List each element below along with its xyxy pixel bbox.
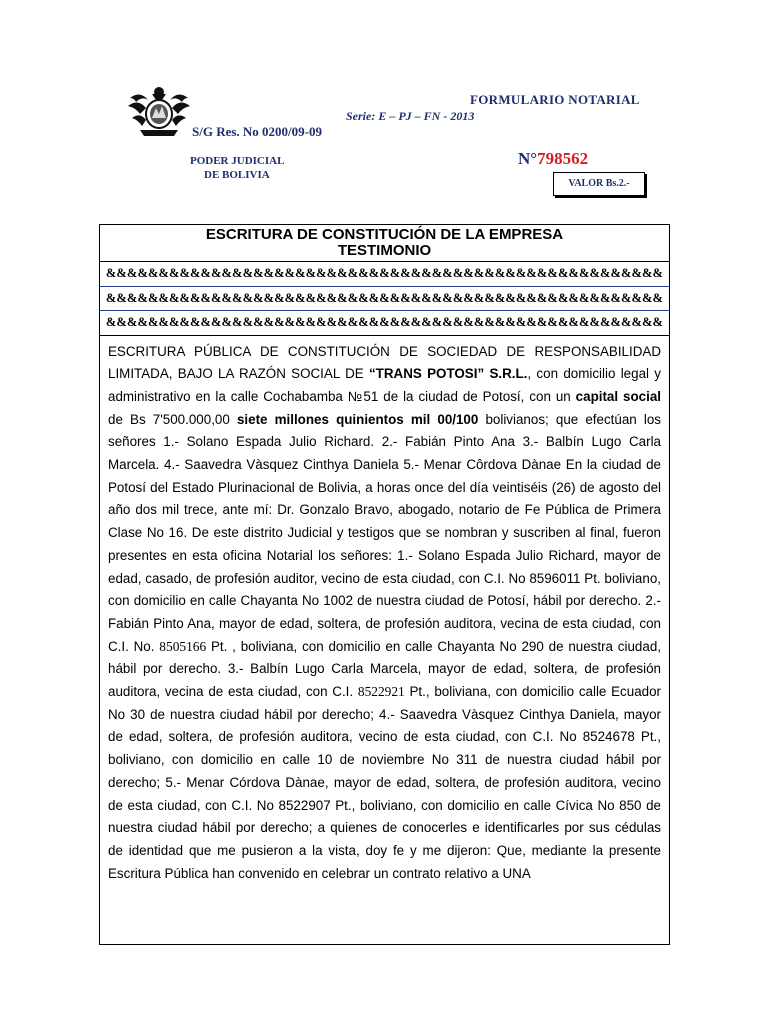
capital-label: capital social <box>575 388 661 404</box>
form-serie: Serie: E – PJ – FN - 2013 <box>346 109 475 123</box>
form-number-prefix: N° <box>518 149 538 168</box>
form-title: FORMULARIO NOTARIAL <box>470 92 640 107</box>
body-text: de Bs 7'500.000,00 <box>108 411 237 427</box>
body-text: Pt. , boliviana, con domicilio en calle Chayanta No 290 de nuestra ciudad, hábil por derecho. 3.- Balbín Lugo Carla Marcela, mayor de edad, soltera, de profesión auditora, vecina de esta ciudad, con C.I. <box>108 638 661 700</box>
document-title-line-1: ESCRITURA DE CONSTITUCIÓN DE LA EMPRESA <box>205 226 564 243</box>
document-body <box>100 336 669 886</box>
company-name: “TRANS POTOSI” S.R.L. <box>368 366 528 382</box>
document-title-line-2: TESTIMONIO <box>337 242 432 259</box>
form-number-value: 798562 <box>537 149 589 168</box>
institution-line-2: DE BOLIVIA <box>204 169 270 181</box>
document-title <box>100 225 669 261</box>
capital-in-words: siete millones quinientos mil 00/100 <box>236 411 479 427</box>
institution-line-1: PODER JUDICIAL <box>190 155 285 167</box>
valor-box: VALOR Bs.2.- <box>553 172 645 196</box>
form-number <box>518 149 588 169</box>
id-number: 8522921 <box>357 684 405 700</box>
coat-of-arms-icon <box>126 84 192 140</box>
body-text: bolivianos; que efectúan los señores 1.- Solano Espada Julio Richard. 2.- Fabián Pinto Ana 3.- Balbín Lugo Carla Marcela. 4.- Saavedra Vàsquez Cinthya Daniela 5.- Menar Côrdova Dànae En la ciudad de Potosí del Estado Plurinacional de Bolivia, a horas once del día veintiséis (26) de agosto del año dos mil trece, ante mí: Dr. Gonzalo Bravo, abogado, notario de Fe Pública de Primera Clase No 16. De este distrito Judicial y testigos que se nombran y suscriben al final, fueron presentes en esta oficina Notarial los señores: 1.- Solano Espada Julio Richard, mayor de edad, casado, de profesión auditor, vecino de esta ciudad, con C.I. No 8596011 Pt. boliviano, con domicilio en calle Chayanta No 1002 de nuestra ciudad de Potosí, hábil por derecho. 2.- Fabián Pinto Ana, mayor de edad, soltera, de profesión auditora, vecina de esta ciudad, con C.I. No. <box>108 411 661 654</box>
ampersand-row: &&&&&&&&&&&&&&&&&&&&&&&&&&&&&&&&&&&&&&&&&&&&&&&&&&&&& <box>105 266 664 280</box>
body-text: ESCRITURA PÚBLICA DE CONSTITUCIÓN DE SOCIEDAD DE RESPONSABILIDAD LIMITADA, BAJO LA RAZÓN SOCIAL DE <box>108 343 661 382</box>
ampersand-row: &&&&&&&&&&&&&&&&&&&&&&&&&&&&&&&&&&&&&&&&&&&&&&&&&&&&& <box>105 315 664 329</box>
body-text: Pt., boliviana, con domicilio calle Ecuador No 30 de nuestra ciudad hábil por derecho; 4.- Saavedra Vàsquez Cinthya Daniela, mayor de edad, soltera, de profesión auditora, vecino de esta ciudad, con C.I. No 8524678 Pt., boliviano, con domicilio en calle 10 de noviembre No 311 de nuestra ciudad hábil por derecho; 5.- Menar Córdova Dànae, mayor de edad, soltera, de profesión auditora, vecino de esta ciudad, con C.I. No 8522907 Pt., boliviano, con domicilio en calle Cívica No 850 de nuestra ciudad hábil por derecho; a quienes de conocerles e identificarles por sus cédulas de identidad que me pusieron a la vista, doy fe y me dijeron: Que, mediante la presente Escritura Pública han convenido en celebrar un contrato relativo a UNA <box>108 684 662 881</box>
id-number: 8505166 <box>159 638 207 654</box>
document-frame <box>99 224 670 945</box>
resolution-number: S/G Res. No 0200/09-09 <box>192 124 322 139</box>
ampersand-row: &&&&&&&&&&&&&&&&&&&&&&&&&&&&&&&&&&&&&&&&&&&&&&&&&&&&& <box>100 286 669 312</box>
ampersand-filler <box>100 261 669 336</box>
body-text: , con domicilio legal y administrativo en la calle Cochabamba №51 de la ciudad de Potosí, con un <box>108 366 661 404</box>
